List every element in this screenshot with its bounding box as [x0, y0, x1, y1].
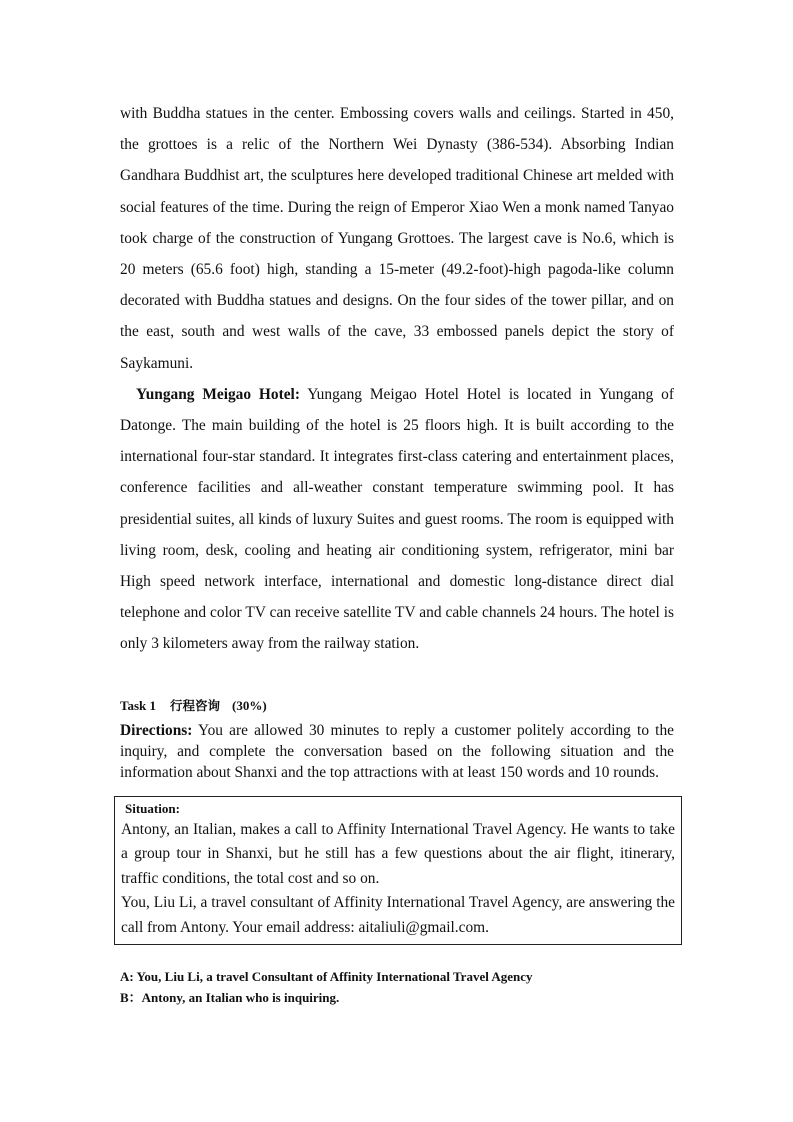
situation-box — [114, 796, 682, 946]
situation-text-2: You, Liu Li, a travel consultant of Affinity International Travel Agency, are answering the call from Antony. Your email address: aitaliuli@gmail.com. — [121, 894, 675, 936]
hotel-description: Yungang Meigao Hotel Hotel is located in Yungang of Datonge. The main building of the hotel is 25 floors high. It is built according to the international four-star standard. It integrates first-class catering and entertainment places, conference facilities and all-weather constant temperature swimming pool. It has presidential suites, all kinds of luxury Suites and guest rooms. The room is equipped with living room, desk, cooling and heating air conditioning system, refrigerator, mini bar High speed network interface, international and domestic long-distance direct dial telephone and color TV can receive satellite TV and cable channels 24 hours. The hotel is only 3 kilometers away from the railway station. — [120, 385, 674, 653]
task-title — [120, 696, 674, 716]
hotel-paragraph — [120, 379, 674, 660]
task-label: Task 1 — [120, 697, 157, 713]
hotel-heading: Yungang Meigao Hotel: — [136, 385, 300, 403]
role-a: A: You, Liu Li, a travel Consultant of Affinity International Travel Agency — [120, 969, 533, 985]
situation-label: Situation: — [125, 800, 180, 816]
directions-paragraph — [120, 720, 674, 783]
directions-label: Directions: — [120, 721, 193, 739]
situation-text-1: Antony, an Italian, makes a call to Affinity International Travel Agency. He wants to take a group tour in Shanxi, but he still has a few questions about the air flight, itinerary, traffic conditions, the total cost and so on. — [121, 820, 675, 887]
document-page — [120, 98, 674, 1008]
directions-text: You are allowed 30 minutes to reply a customer politely according to the inquiry, and complete the conversation based on the following situation and the information about Shanxi and the top attractions with at least 150 words and 10 rounds. — [120, 721, 674, 781]
role-b: B：Antony, an Italian who is inquiring. — [120, 990, 340, 1006]
task-weight: (30%) — [232, 697, 267, 713]
roles-list — [120, 966, 674, 1008]
task-title-cn: 行程咨询 — [170, 697, 221, 713]
grottoes-paragraph: with Buddha statues in the center. Embossing covers walls and ceilings. Started in 450, the grottoes is a relic of the Northern Wei Dynasty (386-534). Absorbing Indian Gandhara Buddhist art, the sculptures here developed traditional Chinese art melded with social features of the time. During the reign of Emperor Xiao Wen a monk named Tanyao took charge of the construction of Yungang Grottoes. The largest cave is No.6, which is 20 meters (65.6 foot) high, standing a 15-meter (49.2-foot)-high pagoda-like column decorated with Buddha statues and designs. On the four sides of the tower pillar, and on the east, south and west walls of the cave, 33 embossed panels depict the story of Saykamuni. — [120, 105, 674, 372]
